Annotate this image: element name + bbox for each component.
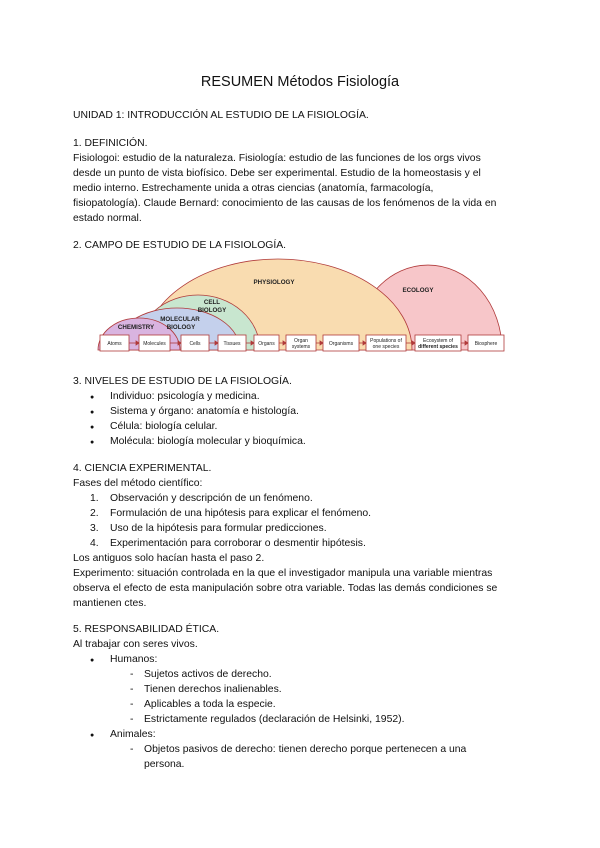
- paragraph-line: observa el efecto de esta manipulación sobre otra variable. Todas las demás condiciones se: [73, 583, 498, 594]
- section-heading: 5. RESPONSABILIDAD ÉTICA.: [73, 624, 220, 635]
- list-item: ● Célula: biología celular.: [73, 419, 543, 434]
- molecular-label: MOLECULAR: [160, 316, 200, 323]
- step-number: 3.: [90, 523, 99, 534]
- level-label: Organisms: [328, 341, 354, 347]
- chemistry-label: CHEMISTRY: [117, 324, 155, 331]
- section-heading: 2. CAMPO DE ESTUDIO DE LA FISIOLOGÍA.: [73, 240, 287, 251]
- levels-of-organization-figure: [96, 254, 506, 356]
- level-label: Molecules: [143, 341, 166, 347]
- step-number: 1.: [90, 493, 99, 504]
- cell-biology-label: BIOLOGY: [197, 307, 227, 314]
- section-intro: Al trabajar con seres vivos.: [73, 639, 198, 650]
- section-heading: 4. CIENCIA EXPERIMENTAL.: [73, 463, 212, 474]
- sub-list-item: - Aplicables a toda la especie.: [73, 697, 543, 712]
- level-label: Cells: [189, 341, 201, 347]
- step-text: Observación y descripción de un fenómeno.: [110, 493, 313, 504]
- section-heading: 3. NIVELES DE ESTUDIO DE LA FISIOLOGÍA.: [73, 376, 292, 387]
- paragraph-line: medio interno. Estrechamente unida a otras ciencias (anatomía, farmacología,: [73, 183, 434, 194]
- list-item: ● Sistema y órgano: anatomía e histología.: [73, 404, 543, 419]
- unit-heading: UNIDAD 1: INTRODUCCIÓN AL ESTUDIO DE LA FISIOLOGÍA.: [73, 110, 369, 121]
- sub-list-item: - Tienen derechos inalienables.: [73, 682, 543, 697]
- physiology-label: PHYSIOLOGY: [253, 279, 295, 286]
- paragraph-line: Fisiologoi: estudio de la naturaleza. Fisiología: estudio de las funciones de los orgs vivos: [73, 153, 481, 164]
- step-number: 2.: [90, 508, 99, 519]
- molecular-biology-label: BIOLOGY: [166, 324, 196, 331]
- sub-list-item-continuation: persona.: [144, 759, 185, 770]
- level-label: Tissues: [223, 341, 241, 347]
- paragraph-line: fisiopatología). Claude Bernard: conocimiento de las causas de los fenómenos de la vida en: [73, 198, 497, 209]
- level-label: Biosphere: [474, 341, 498, 347]
- sub-list-item: - Objetos pasivos de derecho: tienen derecho porque pertenecen a una: [73, 742, 543, 757]
- step-text: Uso de la hipótesis para formular predicciones.: [110, 523, 327, 534]
- level-label: Organ: [294, 338, 308, 344]
- level-label: Ecosystem of: [422, 338, 454, 344]
- page-title: RESUMEN Métodos Fisiología: [200, 74, 400, 90]
- numbered-step: [73, 521, 543, 536]
- paragraph-line: mantienen ctes.: [73, 598, 147, 609]
- paragraph-line: Experimento: situación controlada en la que el investigador manipula una variable mientras: [73, 568, 493, 579]
- numbered-step: [73, 536, 543, 551]
- sub-list-item: - Sujetos activos de derecho.: [73, 667, 543, 682]
- section-definicion: [73, 136, 543, 226]
- cell-label: CELL: [203, 299, 221, 306]
- numbered-step: [73, 491, 543, 506]
- sub-list-item: - Estrictamente regulados (declaración de Helsinki, 1952).: [73, 712, 543, 727]
- paragraph-line: desde un punto de vista biofísico. Debe ser experimental. Estudio de la homeostasis y el: [73, 168, 481, 179]
- list-item: ● Individuo: psicología y medicina.: [73, 389, 543, 404]
- level-label: Organs: [258, 341, 275, 347]
- level-label: one species: [372, 344, 400, 350]
- step-text: Experimentación para corroborar o desmentir hipótesis.: [110, 538, 366, 549]
- ecology-label: ECOLOGY: [402, 287, 434, 294]
- level-label: Populations of: [370, 338, 402, 344]
- section-ciencia-experimental: [73, 461, 543, 611]
- level-label: systems: [291, 344, 311, 350]
- list-item: ● Molécula: biología molecular y bioquímica.: [73, 434, 543, 449]
- level-label: different species: [418, 344, 458, 350]
- level-label: Atoms: [107, 341, 122, 347]
- numbered-step: [73, 506, 543, 521]
- list-item-humanos: ● Humanos:: [73, 652, 543, 667]
- list-item-animales: ● Animales:: [73, 727, 543, 742]
- section-intro: Fases del método científico:: [73, 478, 203, 489]
- note-line: Los antiguos solo hacían hasta el paso 2.: [73, 553, 265, 564]
- section-responsabilidad-etica: [73, 622, 543, 772]
- section-niveles: [73, 374, 543, 449]
- step-text: Formulación de una hipótesis para explicar el fenómeno.: [110, 508, 372, 519]
- section-heading: 1. DEFINICIÓN.: [73, 138, 148, 149]
- step-number: 4.: [90, 538, 99, 549]
- paragraph-line: estado normal.: [73, 213, 142, 224]
